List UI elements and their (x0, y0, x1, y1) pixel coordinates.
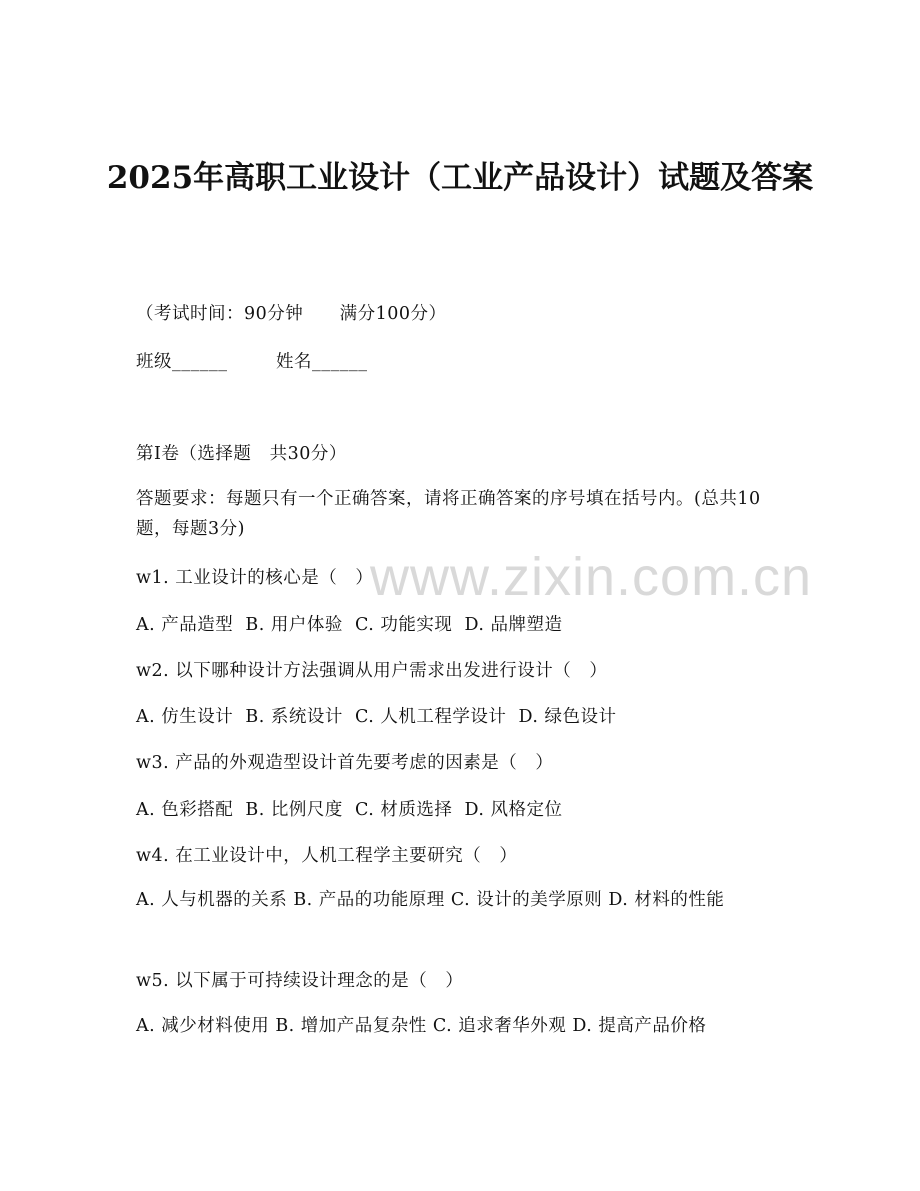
question-stem: w1. 工业设计的核心是（ ） (136, 568, 374, 588)
watermark: www.zixin.com.cn (370, 547, 813, 607)
question-options: A. 色彩搭配 B. 比例尺度 C. 材质选择 D. 风格定位 (136, 800, 563, 820)
instructions: 答题要求：每题只有一个正确答案，请将正确答案的序号填在括号内。(总共10题，每题3分) (136, 489, 761, 539)
question-options: A. 产品造型 B. 用户体验 C. 功能实现 D. 品牌塑造 (136, 615, 563, 635)
document-title: 2025年高职工业设计（工业产品设计）试题及答案 (106, 160, 814, 196)
question-options: A. 仿生设计 B. 系统设计 C. 人机工程学设计 D. 绿色设计 (136, 707, 617, 727)
student-info-fields: 班级______ 姓名______ (136, 352, 368, 372)
question-options: A. 人与机器的关系 B. 产品的功能原理 C. 设计的美学原则 D. 材料的性能 (136, 890, 725, 910)
exam-info: （考试时间：90分钟 满分100分） (136, 304, 447, 324)
question-stem: w4. 在工业设计中，人机工程学主要研究（ ） (136, 846, 518, 866)
question-stem: w2. 以下哪种设计方法强调从用户需求出发进行设计（ ） (136, 661, 608, 681)
question-stem: w5. 以下属于可持续设计理念的是（ ） (136, 971, 464, 991)
question-stem: w3. 产品的外观造型设计首先要考虑的因素是（ ） (136, 753, 554, 773)
section-header: 第I卷（选择题 共30分） (136, 444, 347, 464)
question-options: A. 减少材料使用 B. 增加产品复杂性 C. 追求奢华外观 D. 提高产品价格 (136, 1016, 707, 1036)
